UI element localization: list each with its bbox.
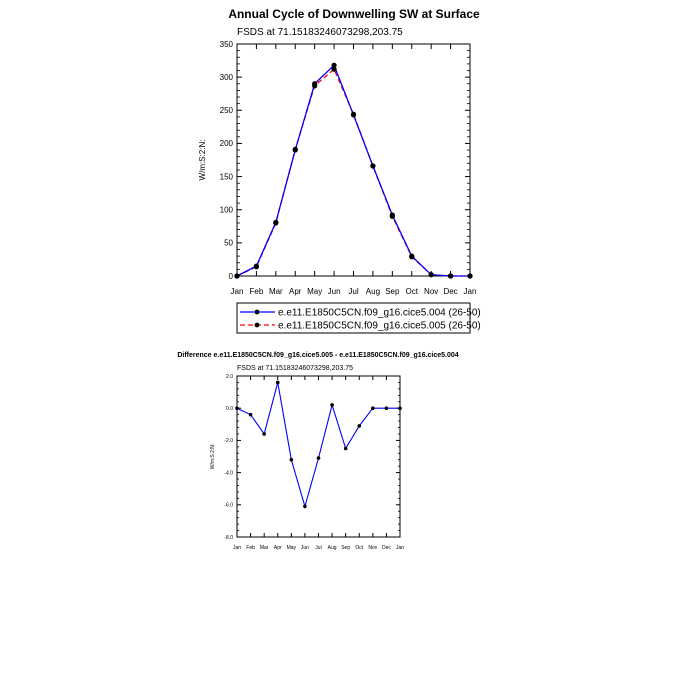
series-line-1 [237,382,400,506]
data-point [290,458,294,462]
y-tick-label: 250 [219,106,233,116]
series-line-1 [237,65,470,276]
data-point [409,254,414,259]
chart-2 [177,352,458,551]
x-tick-label: Feb [246,545,255,551]
x-tick-label: Dec [381,545,391,551]
chart-subtitle: FSDS at 71.15183246073298,203.75 [237,365,353,372]
chart-title: Annual Cycle of Downwelling SW at Surface [228,7,480,21]
data-point [331,67,336,72]
x-tick-label: Jul [348,287,359,296]
x-tick-label: Oct [405,287,418,296]
x-tick-label: Jun [300,545,309,551]
data-point [370,163,375,168]
data-point [317,456,321,460]
legend-marker [255,323,260,328]
x-tick-label: Aug [327,545,337,551]
x-tick-label: Sep [385,287,400,296]
data-point [312,83,317,88]
x-tick-label: Dec [443,287,458,296]
y-tick-label: 200 [219,139,233,149]
data-point [234,273,239,278]
y-axis-label: W/m:S:2:N: [210,443,216,470]
y-tick-label: -6.0 [224,502,233,509]
legend-marker [255,310,260,315]
x-tick-label: Jun [327,287,341,296]
x-tick-label: Aug [365,287,381,296]
data-point [467,273,472,278]
x-tick-label: May [286,545,297,551]
x-tick-label: Mar [259,545,269,551]
data-point [262,432,266,436]
x-tick-label: May [307,287,323,296]
y-tick-label: -2.0 [224,438,233,445]
x-tick-label: Jan [232,545,242,551]
data-point [390,214,395,219]
chart-subtitle: FSDS at 71.15183246073298,203.75 [237,27,403,38]
data-point [254,264,259,269]
y-tick-label: 350 [219,39,233,49]
plot-frame [237,44,470,276]
x-tick-label: Jan [463,287,477,296]
x-tick-label: Nov [368,545,378,551]
y-axis-label: W/m:S:2:N: [198,139,207,181]
series-line-2 [237,69,470,276]
y-tick-label: 0 [228,271,233,281]
chart-1 [198,7,481,333]
y-tick-label: 300 [219,72,233,82]
data-point [371,406,375,410]
legend-label-1: e.e11.E1850C5CN.f09_g16.cice5.004 (26-50) [278,307,481,319]
data-point [429,272,434,277]
y-tick-label: 50 [224,238,233,248]
data-point [351,112,356,117]
x-tick-label: Apr [289,287,302,296]
data-point [303,505,307,509]
x-tick-label: Oct [355,545,364,551]
x-tick-label: Feb [249,287,264,296]
x-tick-label: Apr [273,545,282,551]
data-point [273,220,278,225]
y-tick-label: 0.0 [226,405,233,412]
x-tick-label: Mar [268,287,283,296]
x-tick-label: Sep [341,545,351,551]
x-tick-label: Jan [395,545,405,551]
y-tick-label: 2.0 [226,373,233,380]
chart-title: Difference e.e11.E1850C5CN.f09_g16.cice5.005 - e.e11.E1850C5CN.f09_g16.cice5.004 [177,352,459,359]
y-tick-label: 100 [219,205,233,215]
x-tick-label: Jul [315,545,322,551]
data-point [398,406,402,410]
y-tick-label: -4.0 [224,470,233,477]
data-point [235,406,239,410]
data-point [330,403,334,407]
x-tick-label: Nov [424,287,439,296]
legend [237,303,481,333]
data-point [385,406,389,410]
data-point [276,381,280,385]
data-point [293,147,298,152]
data-point [448,273,453,278]
legend-label-2: e.e11.E1850C5CN.f09_g16.cice5.005 (26-50) [278,320,481,332]
y-tick-label: -8.0 [224,534,233,541]
y-tick-label: 150 [219,172,233,182]
x-tick-label: Jan [230,287,244,296]
data-point [357,424,361,428]
data-point [344,447,348,451]
data-point [249,413,253,417]
